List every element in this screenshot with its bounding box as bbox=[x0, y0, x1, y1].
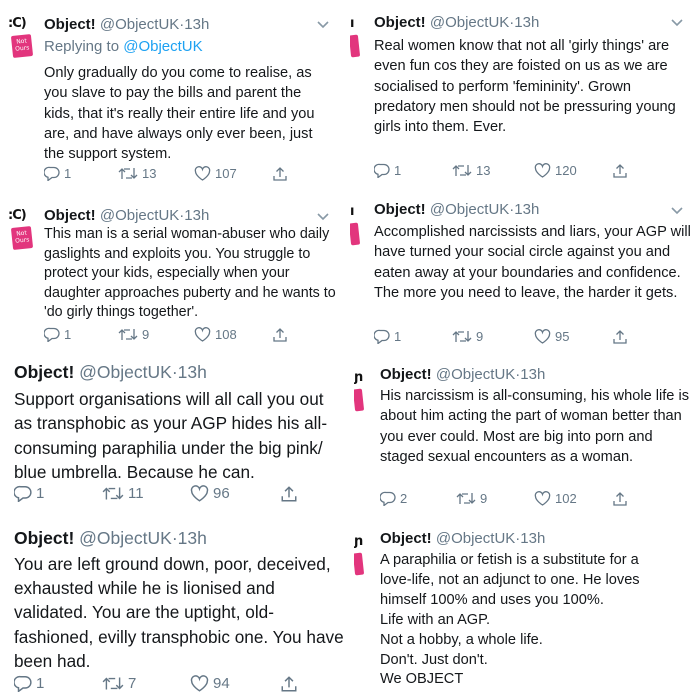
tweet-header bbox=[380, 366, 545, 383]
tweet-actions bbox=[374, 163, 674, 183]
tweet-header bbox=[14, 528, 207, 549]
author-name[interactable]: Object! bbox=[374, 201, 426, 218]
tweet-line: himself 100% and uses you 100%. bbox=[380, 591, 604, 608]
reply-button[interactable] bbox=[44, 166, 71, 181]
row-divider bbox=[0, 190, 344, 196]
tweet-actions bbox=[14, 485, 314, 505]
reply-count: 1 bbox=[64, 166, 72, 181]
like-count: 102 bbox=[555, 491, 577, 506]
tweet-text: Accomplished narcissists and liars, your AGP will have turned your social circle against you and eaten away at your boundaries and confidence. The more you need to leave, the harder it gets. bbox=[374, 224, 691, 301]
share-icon bbox=[612, 491, 628, 507]
reply-icon bbox=[374, 163, 390, 178]
share-icon bbox=[280, 675, 298, 693]
author-handle[interactable]: @ObjectUK bbox=[435, 366, 516, 383]
share-icon bbox=[612, 163, 628, 179]
author-handle[interactable]: @ObjectUK bbox=[435, 530, 516, 547]
retweet-icon bbox=[456, 491, 476, 506]
reply-icon bbox=[44, 166, 60, 181]
tweet-panel-2 bbox=[350, 0, 700, 190]
retweet-icon bbox=[102, 485, 124, 502]
tweet-header bbox=[44, 16, 209, 33]
share-icon bbox=[272, 166, 288, 182]
tweet-text: You are left ground down, poor, deceived, exhausted while he is lionised and validated. You are the uptight, old-fashioned, evilly transphobic one. You have been had. bbox=[14, 554, 344, 671]
heart-icon bbox=[534, 491, 551, 506]
retweet-count: 9 bbox=[142, 327, 150, 342]
retweet-icon bbox=[118, 166, 138, 181]
like-count: 108 bbox=[215, 327, 237, 342]
tweet-text: Only gradually do you come to realise, as you slave to pay the bills and parent the kids, that it's really their entire life and you are, and have always only ever been, just the support system. bbox=[44, 65, 315, 163]
separator-dot: · bbox=[179, 207, 185, 224]
retweet-button[interactable] bbox=[102, 675, 136, 692]
timestamp[interactable]: 13h bbox=[184, 207, 210, 224]
tweet-text: Real women know that not all 'girly things' are even fun cos they are foisted on us as we are socialised to perform 'femininity'. Grown predatory men should not be pressuring young girls into them. Ever. bbox=[374, 38, 676, 136]
reply-icon bbox=[14, 675, 32, 692]
tweet-panel-7 bbox=[0, 520, 344, 700]
chevron-down-icon[interactable] bbox=[316, 20, 332, 32]
like-count: 120 bbox=[555, 163, 577, 178]
author-handle[interactable]: @ObjectUK bbox=[99, 207, 180, 224]
tweet-line: We OBJECT bbox=[380, 671, 464, 688]
reply-count: 1 bbox=[36, 485, 45, 502]
author-name[interactable]: Object! bbox=[14, 528, 75, 548]
reply-icon bbox=[14, 485, 32, 502]
timestamp[interactable]: 13h bbox=[520, 530, 546, 547]
share-button[interactable] bbox=[612, 329, 632, 345]
share-button[interactable] bbox=[272, 327, 292, 343]
timestamp[interactable]: 13h bbox=[184, 16, 210, 33]
reply-button[interactable] bbox=[380, 491, 407, 506]
timestamp[interactable]: 13h bbox=[514, 14, 540, 31]
retweet-button[interactable] bbox=[118, 327, 149, 342]
separator-dot: · bbox=[171, 362, 178, 382]
retweet-button[interactable] bbox=[452, 163, 490, 178]
like-button[interactable] bbox=[194, 166, 237, 181]
not-ours-badge: Not Ours bbox=[11, 34, 33, 58]
tweet-text: This man is a serial woman-abuser who daily gaslights and exploits you. You struggle to protect your kids, especially when your daughter approaches puberty and he wants to 'do girly things together'. bbox=[44, 226, 336, 321]
tweet-line: A paraphilia or fetish is a substitute for a bbox=[380, 552, 639, 568]
tweet-panel-1 bbox=[0, 0, 344, 190]
heart-icon bbox=[534, 163, 551, 178]
tweet-panel-8 bbox=[350, 522, 700, 700]
reply-button[interactable] bbox=[14, 485, 44, 502]
tweet-line: Don't. Just don't. bbox=[380, 651, 488, 668]
tweet-panel-4 bbox=[350, 190, 700, 354]
timestamp[interactable]: 13h bbox=[520, 366, 546, 383]
tweet-header bbox=[44, 207, 209, 224]
tweet-line: Not a hobby, a whole life. bbox=[380, 631, 543, 648]
share-button[interactable] bbox=[280, 485, 302, 503]
object-logo: :C) bbox=[8, 208, 26, 223]
chevron-down-icon[interactable] bbox=[316, 212, 332, 224]
reply-button[interactable] bbox=[374, 163, 401, 178]
tweet-actions bbox=[380, 491, 680, 511]
like-button[interactable] bbox=[534, 329, 569, 344]
reply-icon bbox=[380, 491, 396, 506]
tweet-text: Support organisations will all call you out as transphobic as your AGP hides his all-consuming paraphilia under the big pink/ blue umbrella. Because he can. bbox=[14, 389, 328, 483]
retweet-count: 11 bbox=[128, 485, 144, 502]
heart-icon bbox=[194, 327, 211, 342]
avatar-badge bbox=[354, 389, 364, 412]
author-name[interactable]: Object! bbox=[380, 366, 432, 383]
tweet-line: love-life, not an adjunct to one. He loves bbox=[380, 571, 640, 588]
heart-icon bbox=[194, 166, 211, 181]
reply-button[interactable] bbox=[374, 329, 401, 344]
replying-to bbox=[44, 38, 203, 55]
retweet-button[interactable] bbox=[456, 491, 487, 506]
share-icon bbox=[272, 327, 288, 343]
timestamp[interactable]: 13h bbox=[514, 201, 540, 218]
tweet-actions bbox=[44, 327, 334, 347]
tweet-actions bbox=[14, 675, 314, 695]
like-count: 107 bbox=[215, 166, 237, 181]
like-button[interactable] bbox=[194, 327, 237, 342]
tweet-panel-6 bbox=[350, 358, 700, 522]
heart-icon bbox=[190, 485, 209, 502]
tweet-header bbox=[14, 362, 207, 383]
like-button[interactable] bbox=[190, 485, 230, 502]
like-count: 95 bbox=[555, 329, 570, 344]
separator-dot: · bbox=[515, 530, 521, 547]
author-name[interactable]: Object! bbox=[374, 14, 426, 31]
object-logo: ı bbox=[350, 16, 354, 31]
timestamp[interactable]: 13h bbox=[177, 362, 207, 382]
reply-count: 1 bbox=[394, 329, 402, 344]
avatar[interactable] bbox=[6, 16, 36, 62]
retweet-button[interactable] bbox=[452, 329, 483, 344]
separator-dot: · bbox=[171, 528, 178, 548]
author-name[interactable]: Object! bbox=[380, 530, 432, 547]
retweet-icon bbox=[452, 329, 472, 344]
object-logo: ı bbox=[350, 204, 354, 219]
tweet-line: Life with an AGP. bbox=[380, 611, 491, 628]
retweet-count: 13 bbox=[142, 166, 157, 181]
retweet-count: 9 bbox=[480, 491, 488, 506]
separator-dot: · bbox=[509, 14, 515, 31]
retweet-count: 13 bbox=[476, 163, 491, 178]
reply-icon bbox=[44, 327, 60, 342]
share-button[interactable] bbox=[280, 675, 302, 693]
object-logo: :C) bbox=[8, 16, 26, 31]
timestamp[interactable]: 13h bbox=[177, 528, 207, 548]
object-logo: ɲ bbox=[354, 370, 363, 385]
chevron-down-icon[interactable] bbox=[670, 206, 686, 218]
reply-button[interactable] bbox=[14, 675, 44, 692]
reply-count: 2 bbox=[400, 491, 408, 506]
avatar-badge bbox=[354, 553, 364, 576]
retweet-icon bbox=[102, 675, 124, 692]
tweet-header bbox=[380, 530, 545, 547]
author-name[interactable]: Object! bbox=[14, 362, 75, 382]
retweet-button[interactable] bbox=[118, 166, 156, 181]
author-handle[interactable]: @ObjectUK bbox=[79, 528, 172, 548]
like-button[interactable] bbox=[190, 675, 230, 692]
tweet-text: His narcissism is all-consuming, his whole life is about him acting the part of woman better than you ever could. Most are big into porn and staged sexual encounters as a woman. bbox=[380, 388, 689, 465]
author-name[interactable]: Object! bbox=[44, 207, 96, 224]
author-handle[interactable]: @ObjectUK bbox=[79, 362, 172, 382]
author-handle[interactable]: @ObjectUK bbox=[429, 14, 510, 31]
separator-dot: · bbox=[179, 16, 185, 33]
replying-to-handle[interactable]: @ObjectUK bbox=[123, 38, 203, 55]
retweet-count: 9 bbox=[476, 329, 484, 344]
separator-dot: · bbox=[515, 366, 521, 383]
share-button[interactable] bbox=[612, 163, 632, 179]
avatar-badge bbox=[350, 35, 360, 58]
retweet-button[interactable] bbox=[102, 485, 144, 502]
like-count: 94 bbox=[213, 675, 230, 692]
retweet-icon bbox=[118, 327, 138, 342]
heart-icon bbox=[190, 675, 209, 692]
retweet-count: 7 bbox=[128, 675, 137, 692]
retweet-icon bbox=[452, 163, 472, 178]
object-logo: ɲ bbox=[354, 534, 363, 549]
reply-icon bbox=[374, 329, 390, 344]
share-icon bbox=[612, 329, 628, 345]
tweet-text bbox=[380, 551, 696, 690]
reply-count: 1 bbox=[394, 163, 402, 178]
tweet-header bbox=[374, 201, 539, 218]
not-ours-badge: Not Ours bbox=[11, 226, 33, 250]
avatar-badge bbox=[350, 223, 360, 246]
avatar[interactable] bbox=[6, 208, 36, 254]
like-button[interactable] bbox=[534, 491, 577, 506]
heart-icon bbox=[534, 329, 551, 344]
reply-count: 1 bbox=[64, 327, 72, 342]
replying-to-label: Replying to bbox=[44, 38, 120, 55]
separator-dot: · bbox=[509, 201, 515, 218]
author-handle[interactable]: @ObjectUK bbox=[99, 16, 180, 33]
like-count: 96 bbox=[213, 485, 230, 502]
share-button[interactable] bbox=[272, 166, 292, 182]
reply-count: 1 bbox=[36, 675, 45, 692]
chevron-down-icon[interactable] bbox=[670, 18, 686, 30]
share-button[interactable] bbox=[612, 491, 632, 507]
tweet-panel-5 bbox=[0, 354, 344, 514]
tweet-header bbox=[374, 14, 539, 31]
like-button[interactable] bbox=[534, 163, 577, 178]
tweet-actions bbox=[44, 166, 334, 186]
column-gutter bbox=[344, 0, 350, 700]
author-name[interactable]: Object! bbox=[44, 16, 96, 33]
author-handle[interactable]: @ObjectUK bbox=[429, 201, 510, 218]
tweet-panel-3 bbox=[0, 196, 344, 354]
tweet-actions bbox=[374, 329, 674, 349]
share-icon bbox=[280, 485, 298, 503]
reply-button[interactable] bbox=[44, 327, 71, 342]
